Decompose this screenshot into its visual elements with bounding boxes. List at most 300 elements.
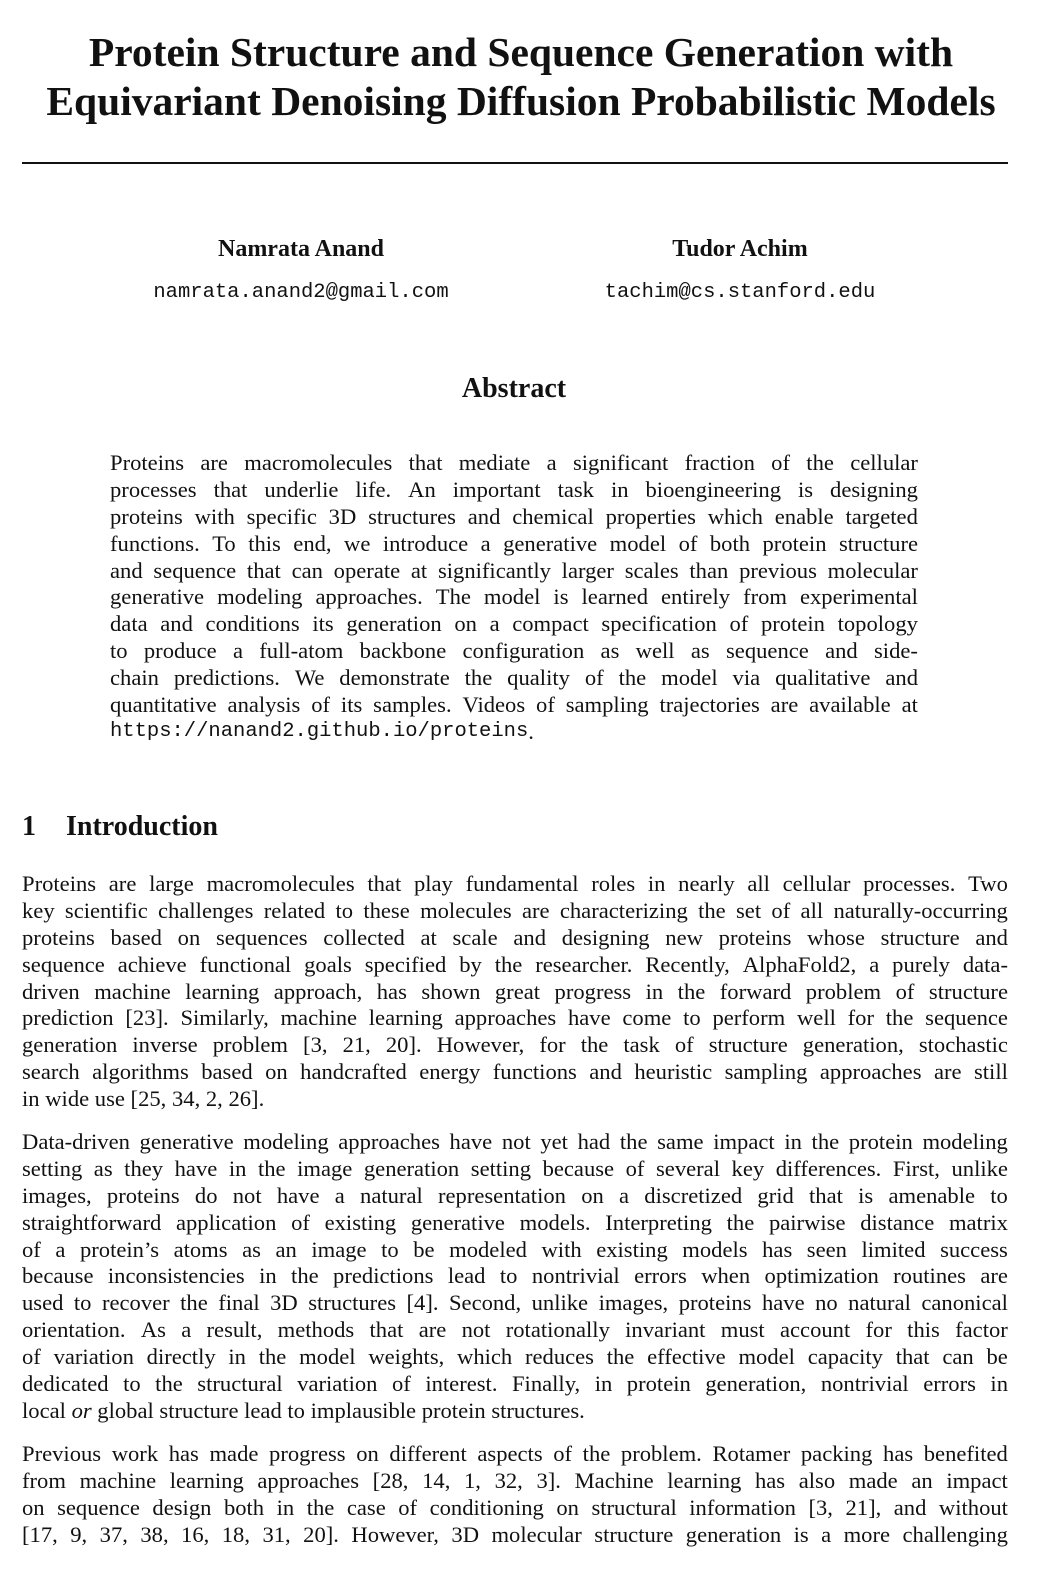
- word: with: [541, 1236, 582, 1262]
- word: driven: [22, 978, 80, 1004]
- word: trajectories: [659, 692, 760, 718]
- word: To: [212, 530, 236, 556]
- body-line: [22, 1209, 1008, 1236]
- body-line: [22, 1440, 1008, 1467]
- word: roles: [591, 871, 636, 896]
- word: proteins: [22, 924, 95, 950]
- word: both: [709, 530, 751, 556]
- word: differences.: [775, 1155, 882, 1181]
- word: demonstrate: [339, 665, 450, 691]
- word: of: [584, 665, 604, 691]
- word: fundamental: [465, 871, 579, 896]
- word: to: [990, 1182, 1008, 1208]
- body-line: [22, 1343, 1008, 1370]
- word: 21,: [342, 1032, 371, 1058]
- word: a: [619, 1182, 630, 1208]
- word: structure: [594, 1521, 674, 1547]
- word: Interpreting: [605, 1209, 712, 1235]
- word: protein: [848, 1129, 913, 1154]
- word: generative: [410, 1209, 505, 1235]
- word: have: [276, 1182, 320, 1208]
- word: to: [123, 1371, 141, 1397]
- word: on: [454, 611, 477, 637]
- word: generative: [503, 530, 598, 556]
- word: produce: [143, 638, 217, 664]
- word: be: [986, 1344, 1008, 1370]
- word: limited: [861, 1236, 926, 1262]
- body-line: [22, 1289, 1008, 1316]
- text-fragment: local: [22, 1397, 72, 1423]
- word: However,: [436, 1032, 525, 1058]
- word: modeled: [449, 1236, 527, 1262]
- body-line: [22, 1031, 1008, 1058]
- word: be: [413, 1236, 435, 1262]
- word: this: [907, 1317, 940, 1343]
- word: to: [335, 897, 354, 923]
- word: the: [677, 978, 706, 1004]
- word: large: [149, 871, 194, 896]
- word: proteins: [678, 1290, 752, 1316]
- word: and: [825, 638, 858, 664]
- word: is: [553, 584, 569, 610]
- word: specific: [246, 503, 317, 529]
- word: at: [410, 557, 428, 583]
- abstract-line: [110, 584, 918, 611]
- word: they: [124, 1155, 164, 1181]
- body-line: [22, 1004, 1008, 1031]
- abstract-line: [110, 638, 918, 665]
- word: modeling: [922, 1129, 1008, 1154]
- word: chemical: [512, 503, 594, 529]
- word: designing: [561, 924, 650, 950]
- word: life.: [355, 476, 392, 502]
- word: errors: [923, 1371, 976, 1397]
- word: no: [815, 1290, 838, 1316]
- abstract-line: [110, 450, 918, 477]
- body-line: [22, 1155, 1008, 1182]
- word: representation: [437, 1182, 566, 1208]
- word: However,: [351, 1521, 439, 1547]
- word: an: [275, 1236, 297, 1262]
- word: used: [22, 1290, 64, 1316]
- word: [4].: [406, 1290, 439, 1316]
- word: work: [111, 1441, 159, 1466]
- word: underlie: [264, 476, 339, 502]
- title-line: Protein Structure and Sequence Generation with: [88, 29, 954, 75]
- word: researcher.: [535, 951, 633, 977]
- word: proteins: [718, 924, 792, 950]
- word: aspects: [477, 1441, 543, 1466]
- word: nearly: [678, 871, 735, 896]
- word: is: [793, 1521, 809, 1547]
- word: Previous: [22, 1441, 102, 1466]
- word: structure: [880, 924, 960, 950]
- word: information: [689, 1494, 796, 1520]
- word: seen: [806, 1236, 847, 1262]
- word: has: [376, 978, 407, 1004]
- word: the: [606, 1344, 635, 1370]
- word: are: [200, 450, 228, 475]
- word: operate: [333, 557, 401, 583]
- word: approach,: [273, 978, 363, 1004]
- word: amenable: [888, 1182, 976, 1208]
- word: setting: [22, 1155, 83, 1181]
- word: natural: [360, 1182, 423, 1208]
- word: machine: [94, 978, 171, 1004]
- word: errors: [634, 1263, 687, 1289]
- word: [3,: [808, 1494, 833, 1520]
- word: great: [494, 978, 541, 1004]
- word: modeling: [243, 1129, 329, 1154]
- word: 32,: [494, 1467, 523, 1493]
- word: both: [223, 1494, 265, 1520]
- word: the: [618, 665, 647, 691]
- word: benefited: [923, 1441, 1008, 1466]
- word: learning: [368, 1005, 443, 1031]
- author-name: Tudor Achim: [672, 236, 808, 262]
- word: processes.: [863, 871, 956, 896]
- word: the: [306, 1494, 335, 1520]
- word: model: [609, 530, 667, 556]
- word: quality: [507, 665, 570, 691]
- word: for: [539, 1032, 566, 1058]
- word: An: [408, 476, 436, 502]
- word: of: [536, 692, 555, 718]
- word: come: [622, 1005, 672, 1031]
- word: approaches: [338, 1129, 440, 1154]
- word: model: [661, 665, 718, 691]
- word: significantly: [437, 557, 551, 583]
- word: do: [194, 1182, 218, 1208]
- word: on: [556, 1494, 579, 1520]
- word: have: [174, 1155, 218, 1181]
- author-name: Namrata Anand: [217, 236, 385, 262]
- word: 3].: [536, 1467, 561, 1493]
- body-line: [22, 1397, 1008, 1424]
- word: of: [674, 1032, 694, 1058]
- word: several: [656, 1155, 720, 1181]
- title-rule: [22, 162, 1008, 164]
- word: important: [452, 476, 541, 502]
- word: in: [276, 1494, 295, 1520]
- author-email: tachim@cs.stanford.edu: [604, 281, 876, 304]
- abstract-line: [110, 531, 918, 558]
- word: properties: [605, 503, 696, 529]
- word: that: [408, 450, 443, 475]
- word: impact: [946, 1467, 1008, 1493]
- word: fraction: [684, 450, 755, 475]
- word: predictions.: [173, 665, 280, 691]
- word: on: [265, 1059, 288, 1085]
- word: protein: [626, 1371, 691, 1397]
- word: generation,: [802, 1032, 904, 1058]
- period: .: [528, 718, 534, 744]
- word: a: [334, 1182, 345, 1208]
- word: search: [22, 1059, 80, 1085]
- word: account: [779, 1317, 851, 1343]
- word: Rotamer: [712, 1441, 791, 1466]
- word: are: [933, 1059, 962, 1085]
- word: perform: [712, 1005, 786, 1031]
- word: progress: [554, 978, 632, 1004]
- word: naturally-occurring: [833, 897, 1008, 923]
- word: can: [291, 557, 323, 583]
- word: 3D: [270, 1290, 298, 1316]
- word: are: [770, 692, 799, 718]
- word: the: [806, 450, 834, 475]
- word: data-: [962, 951, 1008, 977]
- word: variation: [297, 1371, 378, 1397]
- word: Similarly,: [180, 1005, 269, 1031]
- word: 21],: [845, 1494, 882, 1520]
- word: predictions: [333, 1263, 434, 1289]
- word: macromolecules: [244, 450, 393, 475]
- word: modeling: [217, 584, 303, 610]
- word: impact: [713, 1129, 775, 1154]
- abstract-line: [110, 611, 918, 638]
- word: weights,: [368, 1344, 445, 1370]
- word: variation: [53, 1344, 134, 1370]
- word: scale: [452, 924, 498, 950]
- word: introduce: [382, 530, 469, 556]
- word: via: [732, 665, 761, 691]
- word: AlphaFold2,: [742, 951, 857, 977]
- word: larger: [561, 557, 614, 583]
- word: generative: [110, 584, 205, 610]
- word: to: [381, 1236, 399, 1262]
- word: analysis: [227, 692, 301, 718]
- body-line: [22, 924, 1008, 951]
- word: by: [459, 951, 482, 977]
- word: previous: [739, 557, 817, 583]
- word: inconsistencies: [107, 1263, 245, 1289]
- body-line: [22, 1467, 1008, 1494]
- word: side-: [874, 638, 918, 664]
- word: Two: [968, 871, 1008, 896]
- word: recover: [101, 1290, 170, 1316]
- word: scales: [624, 557, 679, 583]
- word: problem: [212, 1032, 288, 1058]
- word: that: [809, 1182, 843, 1208]
- italic-word: or: [71, 1397, 92, 1423]
- word: structural: [591, 1494, 677, 1520]
- word: molecular: [827, 557, 918, 583]
- word: because: [542, 1155, 615, 1181]
- word: had: [577, 1129, 611, 1154]
- word: play: [413, 871, 453, 896]
- word: qualitative: [775, 665, 871, 691]
- word: model: [483, 584, 541, 610]
- word: these: [363, 897, 410, 923]
- word: functions.: [110, 530, 200, 556]
- word: goals: [304, 951, 352, 977]
- section-number: 1: [22, 811, 36, 842]
- word: the: [257, 1155, 286, 1181]
- word: protein: [762, 530, 827, 556]
- section-title: Introduction: [66, 811, 218, 842]
- word: is: [858, 1182, 874, 1208]
- word: set: [736, 897, 762, 923]
- word: of: [729, 611, 749, 637]
- word: the: [494, 951, 523, 977]
- word: that: [895, 1344, 930, 1370]
- section-heading: [22, 810, 218, 844]
- word: which: [457, 1344, 513, 1370]
- word: without: [938, 1494, 1008, 1520]
- body-line: [22, 1262, 1008, 1289]
- word: targeted: [845, 503, 918, 529]
- word: Second,: [448, 1290, 522, 1316]
- word: in: [228, 1155, 247, 1181]
- word: we: [344, 530, 371, 556]
- word: quantitative: [110, 692, 217, 718]
- word: shown: [421, 978, 481, 1004]
- word: We: [294, 665, 325, 691]
- word: configuration: [462, 638, 585, 664]
- word: different: [389, 1441, 467, 1466]
- word: in: [647, 871, 666, 896]
- word: of: [678, 530, 698, 556]
- word: protein’s: [79, 1236, 160, 1262]
- word: approaches: [819, 1059, 922, 1085]
- word: sequence: [22, 951, 105, 977]
- word: task: [557, 476, 594, 502]
- word: First,: [892, 1155, 940, 1181]
- word: image: [297, 1155, 353, 1181]
- word: problem: [805, 978, 882, 1004]
- title-line: Equivariant Denoising Diffusion Probabilistic Models: [46, 78, 996, 124]
- word: has: [168, 1441, 199, 1466]
- word: protein: [760, 611, 825, 637]
- word: from: [22, 1467, 66, 1493]
- word: same: [657, 1129, 704, 1154]
- word: of: [391, 1371, 411, 1397]
- word: are: [108, 871, 137, 896]
- word: reduces: [524, 1344, 594, 1370]
- word: generation: [22, 1032, 118, 1058]
- word: the: [811, 1129, 840, 1154]
- word: key: [22, 897, 55, 923]
- word: that: [246, 557, 281, 583]
- word: an: [911, 1467, 933, 1493]
- project-url-link[interactable]: https://nanand2.github.io/proteins: [110, 719, 529, 743]
- word: of: [895, 978, 915, 1004]
- word: orientation.: [22, 1317, 126, 1343]
- word: specified: [364, 951, 447, 977]
- word: [28,: [372, 1467, 409, 1493]
- word: collected: [323, 924, 405, 950]
- word: 14,: [422, 1467, 451, 1493]
- word: design: [152, 1494, 212, 1520]
- word: has: [762, 1236, 793, 1262]
- word: of: [398, 1494, 418, 1520]
- word: a: [821, 1521, 832, 1547]
- word: a: [480, 530, 491, 556]
- word: and: [975, 924, 1008, 950]
- text-line: in wide use [25, 34, 2, 26].: [22, 1086, 265, 1112]
- word: its: [312, 611, 334, 637]
- word: models: [682, 1236, 748, 1262]
- word: data: [110, 611, 148, 637]
- word: molecular: [491, 1521, 582, 1547]
- word: a: [181, 1317, 192, 1343]
- word: sampling: [565, 692, 649, 718]
- abstract-heading: Abstract: [461, 373, 567, 404]
- word: generation: [363, 1155, 460, 1181]
- word: [17,: [22, 1521, 58, 1547]
- word: existing: [324, 1209, 397, 1235]
- word: when: [701, 1263, 751, 1289]
- word: on: [177, 924, 201, 950]
- word: structures: [308, 1290, 397, 1316]
- body-line: [22, 1316, 1008, 1343]
- word: 3D: [451, 1521, 480, 1547]
- word: result,: [206, 1317, 263, 1343]
- word: at: [901, 692, 918, 718]
- word: a: [55, 1236, 66, 1262]
- paper-title: [18, 28, 1024, 126]
- word: The: [435, 584, 471, 610]
- word: in: [259, 1263, 277, 1289]
- word: matrix: [948, 1209, 1008, 1235]
- word: as: [242, 1236, 261, 1262]
- word: the: [726, 1209, 755, 1235]
- word: that: [369, 1317, 404, 1343]
- word: models.: [519, 1209, 591, 1235]
- word: as: [600, 638, 620, 664]
- word: sequences: [215, 924, 308, 950]
- word: must: [720, 1317, 765, 1343]
- word: challenging: [902, 1521, 1008, 1547]
- intro-paragraph-1: [22, 870, 1008, 1112]
- word: in: [645, 978, 664, 1004]
- word: have: [449, 1129, 493, 1154]
- word: [3,: [303, 1032, 328, 1058]
- word: canonical: [921, 1290, 1008, 1316]
- word: has: [883, 1441, 914, 1466]
- word: end,: [293, 530, 332, 556]
- word: sequence: [925, 1005, 1008, 1031]
- word: and: [885, 665, 918, 691]
- word: conditioning: [429, 1494, 544, 1520]
- word: compact: [512, 611, 589, 637]
- word: of: [553, 1441, 573, 1466]
- intro-paragraph-3: [22, 1440, 1008, 1548]
- word: mediate: [458, 450, 531, 475]
- word: Data-driven: [22, 1129, 130, 1154]
- word: of: [291, 1209, 310, 1235]
- word: structural: [197, 1371, 283, 1397]
- word: for: [865, 1317, 892, 1343]
- body-line: [22, 897, 1008, 924]
- word: machine: [280, 1005, 358, 1031]
- word: processes: [110, 476, 197, 502]
- word: enable: [774, 503, 834, 529]
- word: factor: [955, 1317, 1008, 1343]
- word: the: [258, 1344, 287, 1370]
- word: full-atom: [259, 638, 344, 664]
- word: directly: [146, 1344, 216, 1370]
- word: images,: [22, 1182, 92, 1208]
- word: are: [980, 1263, 1008, 1289]
- word: as: [690, 638, 710, 664]
- word: in: [990, 1371, 1008, 1397]
- word: in: [228, 1344, 246, 1370]
- word: to: [499, 1263, 518, 1289]
- abstract-line: [110, 477, 918, 504]
- word: 20].: [385, 1032, 422, 1058]
- word: a: [489, 611, 500, 637]
